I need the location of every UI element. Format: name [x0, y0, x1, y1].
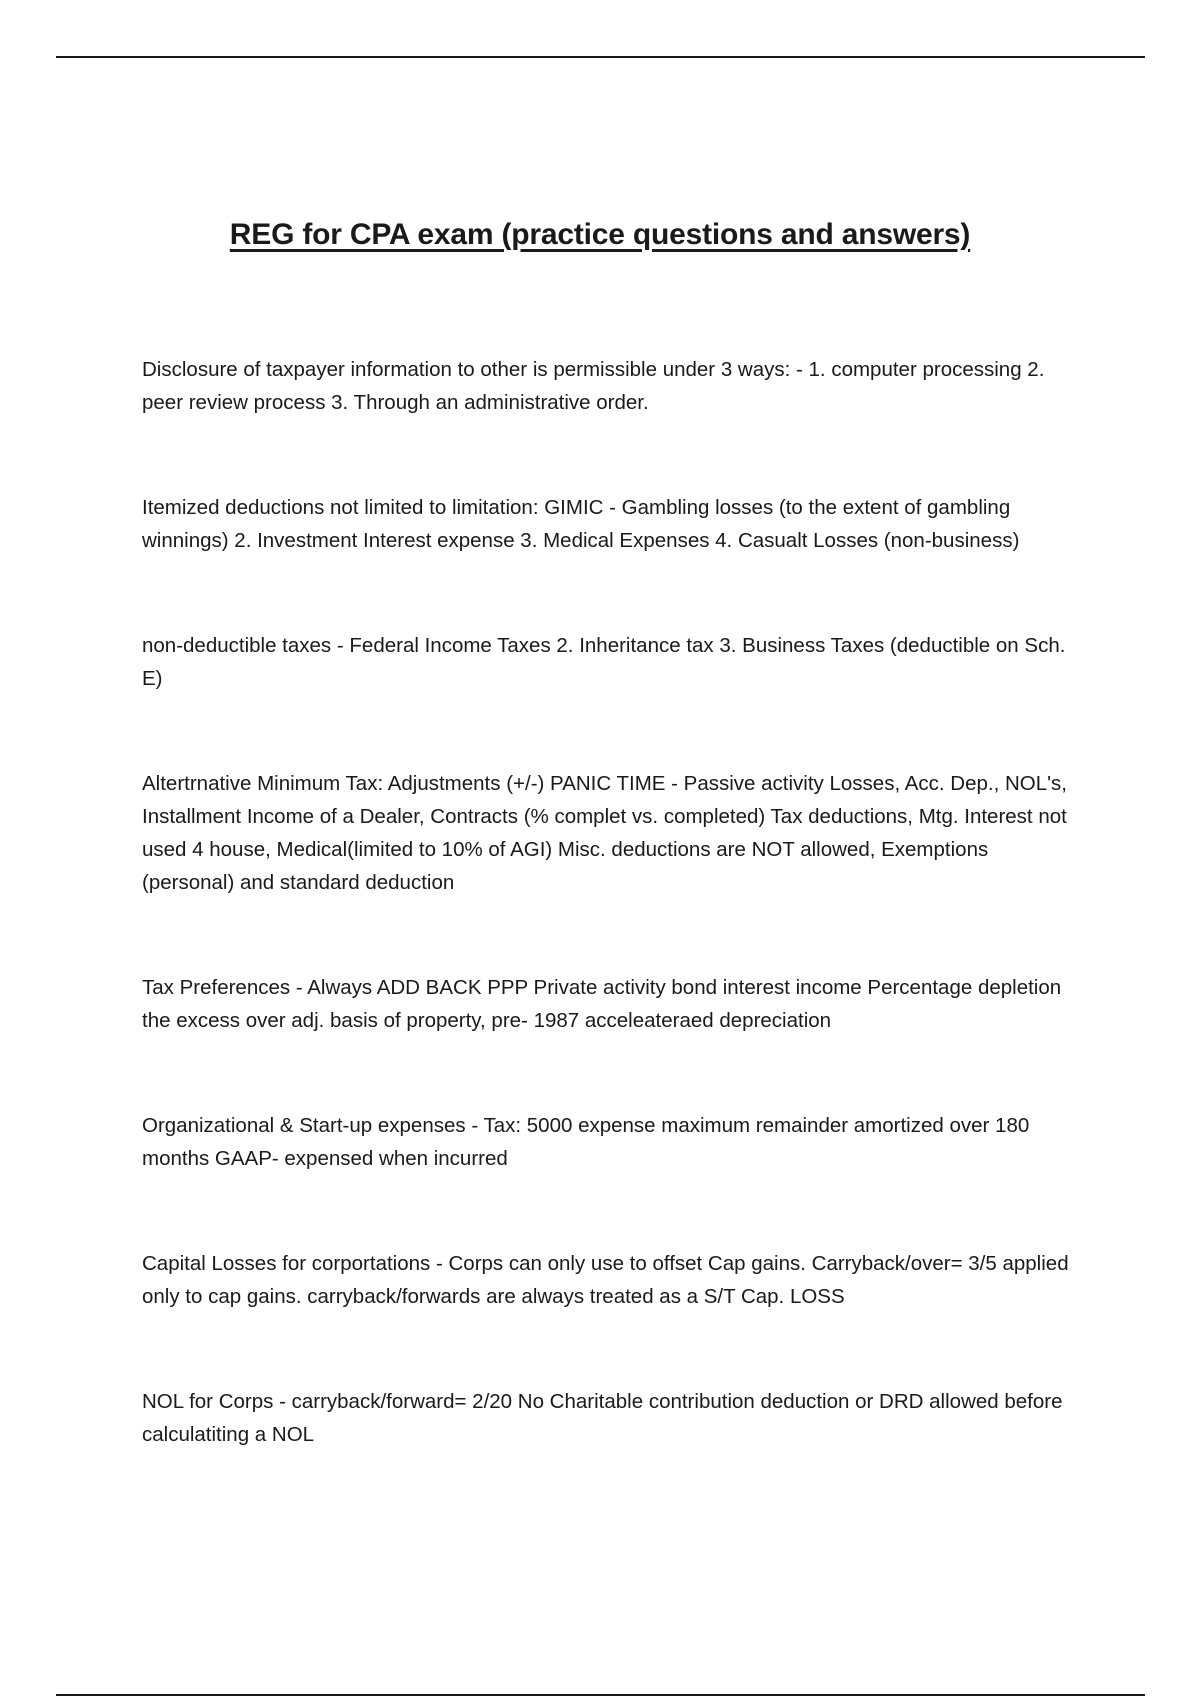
top-rule [56, 56, 1145, 58]
qa-entry-organizational-startup: Organizational & Start-up expenses - Tax: 5000 expense maximum remainder amortized over 180 months GAAP- expensed when incurred [142, 1114, 1030, 1170]
qa-entry-tax-preferences: Tax Preferences - Always ADD BACK PPP Private activity bond interest income Percentage depletion the excess over adj. basis of property, pre- 1987 acceleateraed depreciation [142, 976, 1062, 1032]
document-title: REG for CPA exam (practice questions and answers) [229, 218, 971, 251]
qa-entry-non-deductible-taxes: non-deductible taxes - Federal Income Taxes 2. Inheritance tax 3. Business Taxes (deductible on Sch. E) [142, 634, 1066, 690]
qa-entry-disclosure: Disclosure of taxpayer information to other is permissible under 3 ways: - 1. computer processing 2. peer review process 3. Through an administrative order. [142, 358, 1045, 414]
bottom-rule [56, 1694, 1145, 1696]
qa-entry-itemized-deductions: Itemized deductions not limited to limitation: GIMIC - Gambling losses (to the extent of gambling winnings) 2. Investment Interest expense 3. Medical Expenses 4. Casualt Losses (non-business) [142, 496, 1020, 552]
qa-entry-capital-losses-corps: Capital Losses for corportations - Corps can only use to offset Cap gains. Carryback/over= 3/5 applied only to cap gains. carryback/forwards are always treated as a S/T Cap. LOSS [142, 1252, 1069, 1308]
qa-entry-nol-corps: NOL for Corps - carryback/forward= 2/20 No Charitable contribution deduction or DRD allowed before calculatiting a NOL [142, 1390, 1063, 1446]
qa-entry-amt-adjustments: Altertrnative Minimum Tax: Adjustments (+/-) PANIC TIME - Passive activity Losses, Acc. Dep., NOL's, Installment Income of a Dealer, Contracts (% complet vs. completed) Tax deductions, Mtg. Interest not used 4 house, Medical(limited to 10% of AGI) Misc. deductions are NOT allowed, Exemptions (personal) and standard deduction [142, 772, 1067, 894]
qa-list [142, 353, 1072, 1451]
